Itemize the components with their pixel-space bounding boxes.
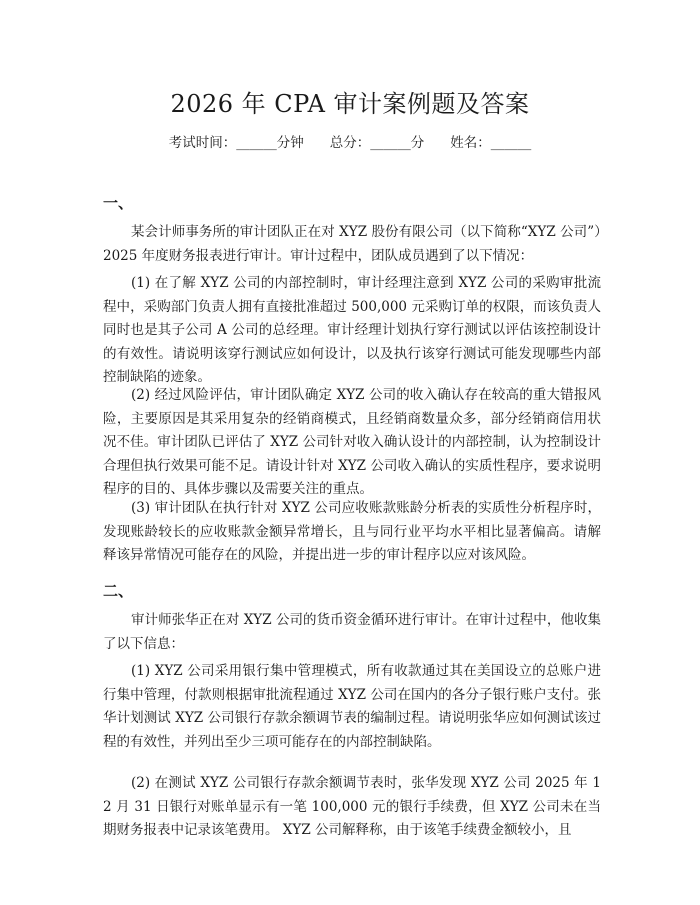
section-1-question-3: (3) 审计团队在执行针对 XYZ 公司应收账款账龄分析表的实质性分析程序时，发现账龄较长的应收账款金额异常增长，且与同行业平均水平相比显著偏高。请解释该异常情况可能存在的风险，并提出进一步的审计程序以应对该风险。 (103, 500, 601, 564)
section-2-question-1: (1) XYZ 公司采用银行集中管理模式，所有收款通过其在美国设立的总账户进行集中管理，付款则根据审批流程通过 XYZ 公司在国内的各分子银行账户支付。张华计划测试 XYZ 公司银行存款余额调节表的编制过程。请说明张华应如何测试该过程的有效性，并列出至少三项可能存在的内部控制缺陷。 (103, 663, 601, 750)
section-heading-1: 一、 (103, 194, 134, 212)
section-heading-2: 二、 (103, 582, 134, 600)
student-name-field: 姓名：______ (450, 135, 532, 151)
section-1-intro: 某会计师事务所的审计团队正在对 XYZ 股份有限公司（以下简称“XYZ 公司”）2025 年度财务报表进行审计。审计过程中，团队成员遇到了以下情况： (103, 224, 601, 264)
section-1-question-1: (1) 在了解 XYZ 公司的内部控制时，审计经理注意到 XYZ 公司的采购审批流程中，采购部门负责人拥有直接批准超过 500,000 元采购订单的权限，而该负责人同时也是其子公司 A 公司的总经理。审计经理计划执行穿行测试以评估该控制设计的有效性。请说明该穿行测试应如何设计，以及执行该穿行测试可能发现哪些内部控制缺陷的迹象。 (103, 275, 601, 386)
exam-info-line (0, 131, 700, 151)
document-title: 2026 年 CPA 审计案例题及答案 (170, 90, 530, 118)
exam-time-field: 考试时间：______分钟 (168, 135, 304, 151)
section-2-intro: 审计师张华正在对 XYZ 公司的货币资金循环进行审计。在审计过程中，他收集了以下信息： (103, 612, 601, 652)
section-2-question-2: (2) 在测试 XYZ 公司银行存款余额调节表时，张华发现 XYZ 公司 2025 年 12 月 31 日银行对账单显示有一笔 100,000 元的银行手续费，但 XYZ 公司未在当期财务报表中记录该笔费用。 XYZ 公司解释称，由于该笔手续费金额较小，且 (103, 775, 601, 839)
section-1-question-2: (2) 经过风险评估，审计团队确定 XYZ 公司的收入确认存在较高的重大错报风险，主要原因是其采用复杂的经销商模式，且经销商数量众多，部分经销商信用状况不佳。审计团队已评估了 XYZ 公司针对收入确认设计的内部控制，认为控制设计合理但执行效果可能不足。请设计针对 XYZ 公司收入确认的实质性程序，要求说明程序的目的、具体步骤以及需要关注的重点。 (103, 387, 601, 498)
total-score-field: 总分：______分 (329, 135, 425, 151)
